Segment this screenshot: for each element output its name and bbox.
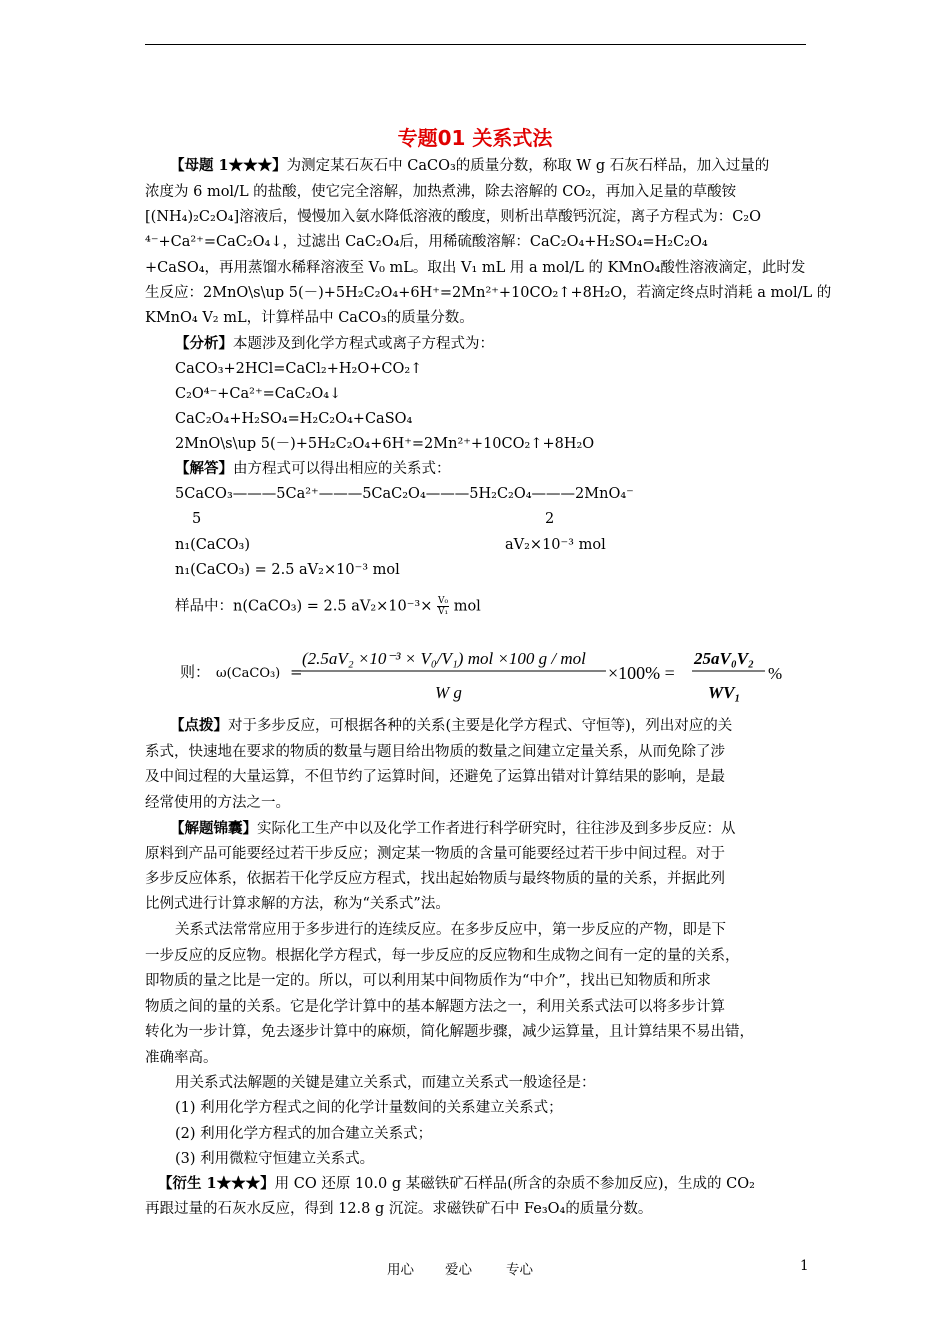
sample-label: 样品中：n(CaCO₃) = 2.5 aV₂×10⁻³× [175, 598, 433, 615]
analysis-text: 本题涉及到化学方程式或离子方程式为： [233, 336, 494, 352]
tip-line-3: 及中间过程的大量运算，不但节约了运算时间，还避免了运算出错对计算结果的影响，是最 [145, 769, 725, 785]
tips2-line-2: 原料到产品可能要经过若干步反应；测定某一物质的含量可能要经过若干步中间过程。对于 [145, 846, 725, 862]
tip-line-4: 经常使用的方法之一。 [145, 795, 290, 811]
percent-sign: % [768, 664, 783, 683]
analysis-eq-3: CaC₂O₄+H₂SO₄=H₂C₂O₄+CaSO₄ [175, 411, 413, 427]
tip-line-2: 系式，快速地在要求的物质的数量与题目给出物质的数量之间建立定量关系，从而免除了涉 [145, 744, 725, 760]
footer-right: 专心 [506, 1262, 533, 1278]
analysis-eq-4: 2MnO\s\up 5(－)+5H₂C₂O₄+6H⁺=2Mn²⁺+10CO₂↑+8H₂O [175, 436, 595, 452]
mother-line-4: ⁴⁻+Ca²⁺=CaC₂O₄↓，过滤出 CaC₂O₄后，用稀硫酸溶解：CaC₂O₄+H₂SO₄=H₂C₂O₄ [145, 234, 708, 250]
para3-item-2: (2) 利用化学方程式的加合建立关系式； [175, 1126, 433, 1142]
f2-numerator: 25aV₀V₂ [694, 649, 755, 668]
mother-label: 【母题 1★★★】 [170, 157, 287, 174]
mother-line-3: [(NH₄)₂C₂O₄]溶液后，慢慢加入氨水降低溶液的酸度，则析出草酸钙沉淀，离子方程式为：C₂O [145, 209, 761, 225]
tips2-line-4: 比例式进行计算求解的方法，称为“关系式”法。 [145, 896, 450, 912]
omega-formula [180, 640, 800, 710]
f1-numerator: (2.5aV₂ ×10⁻³ × V₀/V₁) mol ×100 g / mol [302, 649, 586, 668]
mother-text-1: 为测定某石灰石中 CaCO₃的质量分数，称取 W g 石灰石样品，加入过量的 [286, 158, 770, 174]
analysis-eq-1: CaCO₃+2HCl=CaCl₂+H₂O+CO₂↑ [175, 361, 423, 377]
then-label: 则： [180, 663, 211, 681]
mother-line-2: 浓度为 6 mol/L 的盐酸，使它完全溶解，加热煮沸，除去溶解的 CO₂，再加入足量的草酸铵 [145, 184, 737, 200]
tips2-text-1: 实际化工生产中以及化学工作者进行科学研究时，往往涉及到多步反应：从 [257, 821, 736, 837]
eq-sign: = [290, 663, 303, 681]
footer-left: 用心 [387, 1262, 414, 1278]
n-left: n₁(CaCO₃) [175, 537, 250, 553]
relation-chain: 5CaCO₃———5Ca²⁺———5CaC₂O₄———5H₂C₂O₄———2MnO₄⁻ [175, 486, 634, 502]
sample-denominator: V₁ [437, 607, 449, 617]
sample-line [175, 596, 481, 617]
tips2-line-3: 多步反应体系，依据若干化学反应方程式，找出起始物质与最终物质的量的关系，并据此列 [145, 871, 725, 887]
v0-over-v1 [437, 596, 449, 617]
answer-text: 由方程式可以得出相应的关系式： [233, 461, 451, 477]
mother-line-1 [170, 156, 806, 176]
derived-text-1: 用 CO 还原 10.0 g 某磁铁矿石样品(所含的杂质不参加反应)，生成的 CO₂ [274, 1176, 755, 1192]
page-number: 1 [800, 1258, 809, 1274]
para2-line-5: 转化为一步计算，免去逐步计算中的麻烦，简化解题步骤，减少运算量，且计算结果不易出错， [145, 1024, 754, 1040]
f2-denominator: WV₁ [708, 683, 741, 702]
f1-denominator: W g [435, 683, 462, 702]
tips2-line-1 [170, 819, 736, 839]
mother-line-5: +CaSO₄，再用蒸馏水稀释溶液至 V₀ mL。取出 V₁ mL 用 a mol/L 的 KMnO₄酸性溶液滴定，此时发 [145, 260, 806, 276]
footer-mid: 爱心 [445, 1262, 472, 1278]
para3-line-1: 用关系式法解题的关键是建立关系式，而建立关系式一般途径是： [175, 1075, 596, 1091]
sample-unit: mol [453, 598, 481, 615]
mother-line-7: KMnO₄ V₂ mL，计算样品中 CaCO₃的质量分数。 [145, 310, 474, 326]
analysis-line [175, 334, 494, 354]
analysis-eq-2: C₂O⁴⁻+Ca²⁺=CaC₂O₄↓ [175, 386, 342, 402]
tip-label: 【点拨】 [170, 717, 228, 734]
para3-item-3: (3) 利用微粒守恒建立关系式。 [175, 1151, 375, 1167]
formula-svg [180, 640, 800, 710]
para2-line-1: 关系式法常常应用于多步进行的连续反应。在多步反应中，第一步反应的产物，即是下 [175, 922, 726, 938]
answer-label: 【解答】 [175, 460, 233, 477]
f-mid: ×100% = [608, 663, 675, 683]
tip-text-1: 对于多步反应，可根据各种的关系(主要是化学方程式、守恒等)，列出对应的关 [228, 718, 733, 734]
para2-line-2: 一步反应的反应物。根据化学方程式，每一步反应的反应物和生成物之间有一定的量的关系， [145, 948, 740, 964]
tip-line-1 [170, 716, 732, 736]
para2-line-6: 准确率高。 [145, 1050, 218, 1066]
derived-line-1 [158, 1174, 755, 1194]
coef-right: 2 [545, 511, 555, 527]
para2-line-4: 物质之间的量的关系。它是化学计算中的基本解题方法之一，利用关系式法可以将多步计算 [145, 999, 725, 1015]
derived-label: 【衍生 1★★★】 [158, 1175, 275, 1192]
n-right: aV₂×10⁻³ mol [505, 537, 606, 553]
page-title: 专题01 关系式法 [397, 126, 553, 150]
mother-line-6: 生反应：2MnO\s\up 5(－)+5H₂C₂O₄+6H⁺=2Mn²⁺+10CO₂↑+8H₂O，若滴定终点时消耗 a mol/L 的 [145, 285, 832, 301]
sample-numerator: V₀ [437, 596, 449, 606]
para3-item-1: (1) 利用化学方程式之间的化学计量数间的关系建立关系式； [175, 1100, 563, 1116]
n-equation: n₁(CaCO₃) = 2.5 aV₂×10⁻³ mol [175, 562, 400, 578]
tips2-label: 【解题锦囊】 [170, 820, 257, 837]
answer-line [175, 459, 451, 479]
omega-symbol: ω(CaCO₃) [216, 666, 281, 681]
derived-line-2: 再跟过量的石灰水反应，得到 12.8 g 沉淀。求磁铁矿石中 Fe₃O₄的质量分数。 [145, 1201, 653, 1217]
para2-line-3: 即物质的量之比是一定的。所以，可以利用某中间物质作为“中介”，找出已知物质和所求 [145, 973, 711, 989]
header-rule [145, 44, 806, 45]
analysis-label: 【分析】 [175, 335, 233, 352]
coef-left: 5 [192, 511, 202, 527]
